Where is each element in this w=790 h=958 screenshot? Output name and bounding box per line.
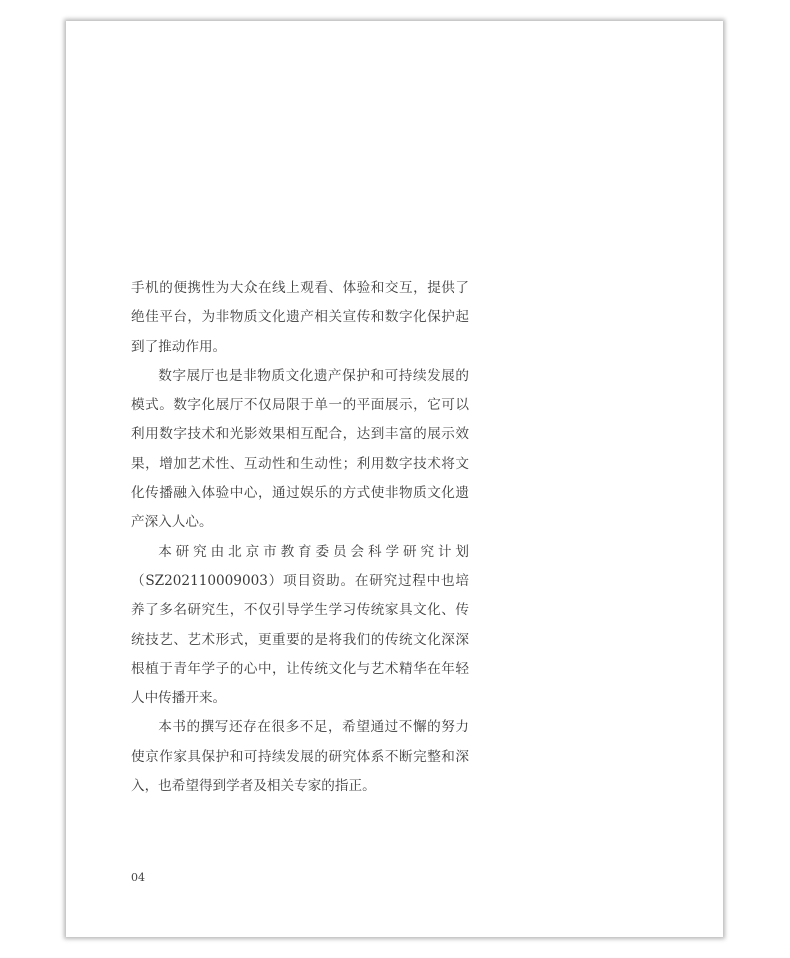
body-text [131, 274, 469, 801]
paragraph-3: 本研究由北京市教育委员会科学研究计划（SZ202110009003）项目资助。在研究过程中也培养了多名研究生，不仅引导学生学习传统家具文化、传统技艺、艺术形式，更重要的是将我们的传统文化深深根植于青年学子的心中，让传统文化与艺术精华在年轻人中传播开来。 [131, 543, 469, 707]
paragraph-4: 本书的撰写还存在很多不足，希望通过不懈的努力使京作家具保护和可持续发展的研究体系不断完整和深入，也希望得到学者及相关专家的指正。 [131, 719, 469, 795]
page-number: 04 [131, 871, 145, 884]
paragraph-2: 数字展厅也是非物质文化遗产保护和可持续发展的模式。数字化展厅不仅局限于单一的平面展示，它可以利用数字技术和光影效果相互配合，达到丰富的展示效果，增加艺术性、互动性和生动性；利用数字技术将文化传播融入体验中心，通过娱乐的方式使非物质文化遗产深入人心。 [131, 367, 469, 531]
book-page [66, 21, 723, 937]
paragraph-1: 手机的便携性为大众在线上观看、体验和交互，提供了绝佳平台，为非物质文化遗产相关宣传和数字化保护起到了推动作用。 [131, 280, 469, 355]
